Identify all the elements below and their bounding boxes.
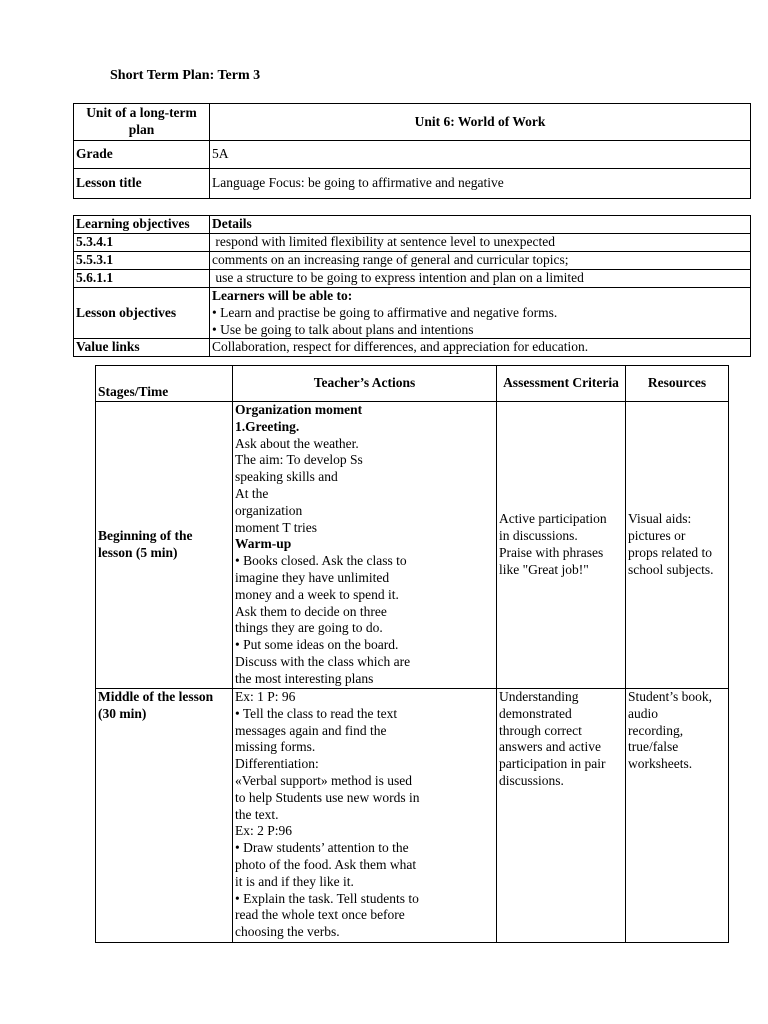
objectives-table [73, 215, 751, 357]
unit-label: Unit of a long-term plan [74, 104, 210, 141]
action-line: imagine they have unlimited [235, 569, 390, 585]
assessment-line: discussions. [499, 772, 564, 788]
action-line: photo of the food. Ask them what [235, 856, 417, 872]
details-header: Details [210, 216, 751, 234]
assessment-line: like "Great job!" [499, 561, 589, 577]
grade-label: Grade [74, 141, 210, 169]
action-line: Differentiation: [235, 756, 319, 772]
assessment-line: participation in pair [499, 756, 606, 772]
middle-resources [626, 689, 729, 943]
action-line: • Explain the task. Tell students to [235, 890, 419, 906]
objective-text: comments on an increasing range of general and curricular topics; [210, 252, 751, 270]
middle-stage: Middle of the lesson (30 min) [96, 689, 233, 943]
action-line: Ask about the weather. [235, 435, 359, 451]
assessment-line: Understanding [499, 689, 579, 704]
teacher-actions-header: Teacher’s Actions [233, 366, 497, 402]
assessment-header: Assessment Criteria [497, 366, 626, 402]
objective-text: use a structure to be going to express intention and plan on a limited [210, 270, 751, 288]
objective-row [74, 270, 751, 288]
beginning-actions [233, 402, 497, 689]
assessment-line: in discussions. [499, 528, 578, 544]
action-line: Warm-up [235, 536, 292, 552]
action-line: speaking skills and [235, 469, 338, 485]
beginning-assessment [497, 402, 626, 689]
page-title: Short Term Plan: Term 3 [110, 68, 261, 83]
action-line: the most interesting plans [235, 670, 374, 686]
action-line: Organization moment [235, 402, 363, 417]
action-line: it is and if they like it. [235, 873, 354, 889]
action-line: • Books closed. Ask the class to [235, 553, 407, 569]
action-line: Discuss with the class which are [235, 653, 411, 669]
beginning-resources [626, 402, 729, 689]
action-line: «Verbal support» method is used [235, 772, 412, 788]
lesson-plan-table [95, 365, 729, 943]
assessment-line: demonstrated [499, 705, 572, 721]
action-line: • Draw students’ attention to the [235, 840, 409, 856]
resource-line: true/false [628, 739, 679, 755]
lesson-title-row [74, 169, 751, 199]
value-links-row [74, 339, 751, 357]
action-line: things they are going to do. [235, 620, 383, 636]
action-line: Ex: 1 P: 96 [235, 689, 296, 704]
assessment-line: through correct [499, 722, 582, 738]
resource-line: worksheets. [628, 756, 693, 772]
beginning-stage: Beginning of the lesson (5 min) [96, 402, 233, 689]
resource-line: recording, [628, 722, 684, 738]
lesson-objective-line: Learners will be able to: [212, 288, 353, 303]
action-line: • Put some ideas on the board. [235, 637, 399, 653]
action-line: money and a week to spend it. [235, 586, 399, 602]
grade-row [74, 141, 751, 169]
action-line: At the [235, 485, 269, 501]
lesson-objective-line: • Use be going to talk about plans and intentions [212, 321, 474, 337]
action-line: • Tell the class to read the text [235, 705, 398, 721]
grade-value: 5A [210, 141, 751, 169]
unit-row [74, 104, 751, 141]
unit-value: Unit 6: World of Work [210, 104, 751, 141]
objective-code: 5.3.4.1 [74, 234, 210, 252]
action-line: Ex: 2 P:96 [235, 823, 293, 839]
resource-line: audio [628, 705, 658, 721]
action-line: the text. [235, 806, 279, 822]
lesson-objectives-row [74, 288, 751, 339]
plan-header-row [96, 366, 729, 402]
lesson-title-value: Language Focus: be going to affirmative and negative [210, 169, 751, 199]
middle-assessment [497, 689, 626, 943]
learning-objectives-header: Learning objectives [74, 216, 210, 234]
action-line: choosing the verbs. [235, 924, 340, 940]
resource-line: school subjects. [628, 561, 714, 577]
middle-row [96, 689, 729, 943]
action-line: The aim: To develop Ss [235, 452, 363, 468]
resource-line: props related to [628, 545, 712, 560]
action-line: Ask them to decide on three [235, 603, 387, 619]
lesson-objective-line: • Learn and practise be going to affirmative and negative forms. [212, 304, 558, 320]
objective-code: 5.6.1.1 [74, 270, 210, 288]
action-line: messages again and find the [235, 722, 387, 738]
resource-line: pictures or [628, 528, 686, 544]
beginning-row [96, 402, 729, 689]
action-line: missing forms. [235, 739, 316, 755]
resource-line: Student’s book, [628, 689, 713, 704]
objective-text: respond with limited flexibility at sentence level to unexpected [210, 234, 751, 252]
stages-header: Stages/Time [96, 366, 233, 402]
lesson-title-label: Lesson title [74, 169, 210, 199]
objectives-header-row [74, 216, 751, 234]
objective-row [74, 252, 751, 270]
objective-row [74, 234, 751, 252]
action-line: 1.Greeting. [235, 418, 300, 434]
objective-code: 5.5.3.1 [74, 252, 210, 270]
resource-line: Visual aids: [628, 511, 692, 527]
unit-info-table [73, 103, 751, 199]
assessment-line: Active participation [499, 511, 607, 527]
resources-header: Resources [626, 366, 729, 402]
assessment-line: Praise with phrases [499, 545, 604, 560]
assessment-line: answers and active [499, 739, 601, 755]
action-line: organization [235, 502, 303, 518]
value-links-label: Value links [74, 339, 210, 357]
value-links-text: Collaboration, respect for differences, and appreciation for education. [210, 339, 751, 357]
lesson-objectives-label: Lesson objectives [74, 288, 210, 339]
action-line: read the whole text once before [235, 907, 405, 923]
action-line: moment T tries [235, 519, 317, 535]
lesson-objectives-details [210, 288, 751, 339]
middle-actions [233, 689, 497, 943]
action-line: to help Students use new words in [235, 789, 420, 805]
